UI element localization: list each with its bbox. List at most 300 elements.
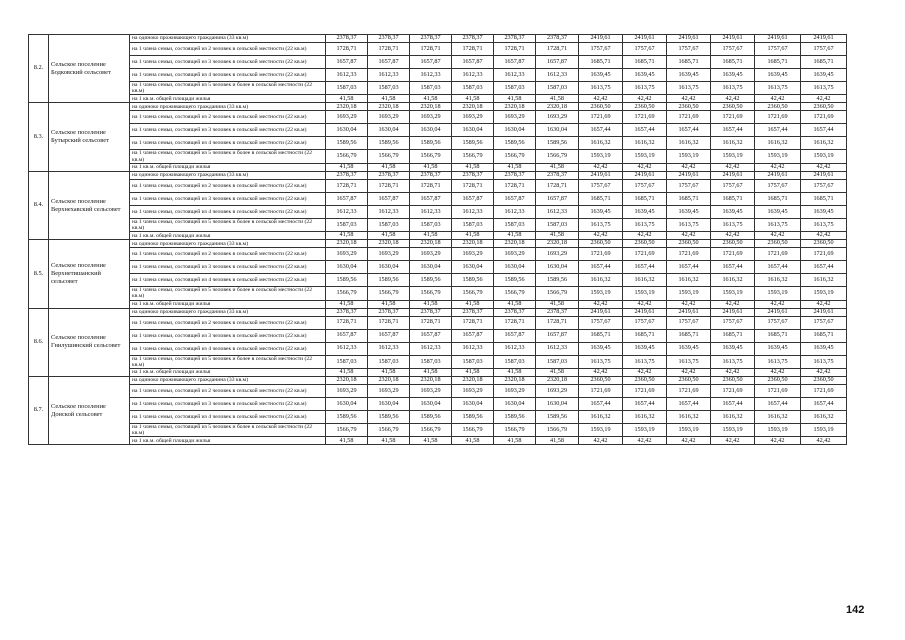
- value-cell: 2320,18: [410, 377, 452, 385]
- value-cell: 1589,56: [368, 274, 410, 287]
- value-cell: 1657,44: [623, 124, 667, 137]
- value-cell: 1757,67: [623, 43, 667, 56]
- value-cell: 1593,19: [579, 287, 623, 300]
- category-label: на 1 члена семьи, состоящей из 5 человек и более в сельской местности (22 кв.м): [130, 150, 326, 163]
- value-cell: 2360,50: [623, 377, 667, 385]
- value-cell: 2320,18: [536, 240, 579, 248]
- value-cell: 1693,29: [326, 111, 368, 124]
- value-cell: 1693,29: [452, 248, 494, 261]
- value-cell: 1630,04: [326, 398, 368, 411]
- value-cell: 1685,71: [623, 56, 667, 69]
- value-cell: 1589,56: [326, 274, 368, 287]
- value-cell: 1657,87: [536, 56, 579, 69]
- value-cell: 1630,04: [536, 261, 579, 274]
- value-cell: 1612,33: [368, 342, 410, 355]
- value-cell: 1593,19: [755, 150, 801, 163]
- value-cell: 1613,75: [623, 218, 667, 231]
- value-cell: 1693,29: [536, 111, 579, 124]
- value-cell: 1616,32: [623, 274, 667, 287]
- settlement-name: Сельское поселение Гнилушинский сельсовет: [49, 308, 130, 376]
- value-cell: 1757,67: [623, 179, 667, 192]
- value-cell: 1613,75: [755, 218, 801, 231]
- value-cell: 1757,67: [667, 43, 711, 56]
- value-cell: 1721,69: [755, 385, 801, 398]
- value-cell: 2360,50: [801, 103, 847, 111]
- value-cell: 41,58: [410, 163, 452, 171]
- section-index: 8.2.: [29, 35, 49, 103]
- value-cell: 1685,71: [801, 192, 847, 205]
- value-cell: 42,42: [711, 369, 755, 377]
- value-cell: 1587,03: [494, 218, 536, 231]
- value-cell: 2378,37: [494, 35, 536, 43]
- value-cell: 41,58: [326, 300, 368, 308]
- value-cell: 1587,03: [452, 218, 494, 231]
- value-cell: 1685,71: [579, 56, 623, 69]
- value-cell: 1616,32: [755, 411, 801, 424]
- value-cell: 1757,67: [579, 179, 623, 192]
- value-cell: 42,42: [755, 437, 801, 445]
- value-cell: 1721,69: [711, 248, 755, 261]
- value-cell: 1757,67: [667, 179, 711, 192]
- value-cell: 1639,45: [623, 205, 667, 218]
- value-cell: 2378,37: [410, 35, 452, 43]
- value-cell: 1566,79: [494, 424, 536, 437]
- value-cell: 1685,71: [667, 192, 711, 205]
- value-cell: 1685,71: [711, 56, 755, 69]
- value-cell: 2419,61: [667, 308, 711, 316]
- value-cell: 1566,79: [368, 287, 410, 300]
- table-row: [29, 411, 847, 424]
- value-cell: 2419,61: [667, 35, 711, 43]
- value-cell: 1728,71: [494, 179, 536, 192]
- value-cell: 41,58: [536, 300, 579, 308]
- table-row: [29, 398, 847, 411]
- value-cell: 41,58: [368, 163, 410, 171]
- value-cell: 1613,75: [755, 82, 801, 95]
- value-cell: 1657,44: [755, 124, 801, 137]
- value-cell: 1757,67: [801, 179, 847, 192]
- value-cell: 1639,45: [579, 342, 623, 355]
- category-label: на 1 члена семьи, состоящей из 5 человек и более в сельской местности (22 кв.м): [130, 218, 326, 231]
- value-cell: 1757,67: [579, 316, 623, 329]
- value-cell: 2320,18: [326, 103, 368, 111]
- value-cell: 1685,71: [755, 192, 801, 205]
- value-cell: 1566,79: [410, 287, 452, 300]
- table-row: [29, 377, 847, 385]
- category-label: на 1 кв.м. общей площади жилья: [130, 95, 326, 103]
- table-row: [29, 437, 847, 445]
- value-cell: 1630,04: [452, 124, 494, 137]
- value-cell: 1612,33: [326, 205, 368, 218]
- category-label: на 1 члена семьи, состоящей из 3 человек в сельской местности (22 кв.м): [130, 261, 326, 274]
- value-cell: 1757,67: [711, 43, 755, 56]
- value-cell: 1613,75: [579, 82, 623, 95]
- value-cell: 41,58: [326, 163, 368, 171]
- value-cell: 1657,87: [536, 329, 579, 342]
- value-cell: 1593,19: [711, 287, 755, 300]
- value-cell: 1616,32: [755, 274, 801, 287]
- value-cell: 1639,45: [667, 342, 711, 355]
- value-cell: 41,58: [536, 232, 579, 240]
- value-cell: 1657,87: [494, 329, 536, 342]
- value-cell: 2378,37: [410, 171, 452, 179]
- value-cell: 1693,29: [536, 385, 579, 398]
- value-cell: 2378,37: [452, 308, 494, 316]
- value-cell: 2378,37: [536, 35, 579, 43]
- value-cell: 1721,69: [667, 385, 711, 398]
- value-cell: 42,42: [667, 95, 711, 103]
- value-cell: 41,58: [494, 95, 536, 103]
- value-cell: 41,58: [452, 437, 494, 445]
- value-cell: 42,42: [579, 437, 623, 445]
- value-cell: 1657,87: [410, 329, 452, 342]
- value-cell: 1613,75: [801, 218, 847, 231]
- value-cell: 1630,04: [410, 398, 452, 411]
- value-cell: 1693,29: [494, 385, 536, 398]
- value-cell: 2360,50: [801, 377, 847, 385]
- value-cell: 1630,04: [494, 398, 536, 411]
- category-label: на одиноко проживающего гражданина (33 кв.м): [130, 240, 326, 248]
- value-cell: 41,58: [410, 232, 452, 240]
- category-label: на 1 члена семьи, состоящей из 2 человек в сельской местности (22 кв.м): [130, 248, 326, 261]
- value-cell: 1728,71: [410, 316, 452, 329]
- value-cell: 42,42: [579, 95, 623, 103]
- value-cell: 1693,29: [452, 385, 494, 398]
- value-cell: 1589,56: [536, 137, 579, 150]
- value-cell: 1587,03: [410, 82, 452, 95]
- value-cell: 41,58: [494, 369, 536, 377]
- value-cell: 1612,33: [452, 69, 494, 82]
- value-cell: 1757,67: [755, 43, 801, 56]
- table-row: [29, 124, 847, 137]
- value-cell: 1612,33: [536, 69, 579, 82]
- value-cell: 42,42: [755, 232, 801, 240]
- value-cell: 1693,29: [410, 248, 452, 261]
- table-row: [29, 240, 847, 248]
- value-cell: 1616,32: [623, 411, 667, 424]
- table-row: [29, 171, 847, 179]
- value-cell: 41,58: [536, 437, 579, 445]
- value-cell: 42,42: [711, 95, 755, 103]
- value-cell: 1593,19: [755, 424, 801, 437]
- value-cell: 1657,87: [452, 329, 494, 342]
- table-row: [29, 385, 847, 398]
- value-cell: 1630,04: [368, 398, 410, 411]
- table-row: [29, 300, 847, 308]
- value-cell: 1657,87: [326, 192, 368, 205]
- value-cell: 41,58: [368, 232, 410, 240]
- value-cell: 41,58: [536, 95, 579, 103]
- value-cell: 1728,71: [452, 316, 494, 329]
- value-cell: 1613,75: [667, 218, 711, 231]
- value-cell: 2360,50: [711, 103, 755, 111]
- value-cell: 1728,71: [494, 316, 536, 329]
- table-row: [29, 248, 847, 261]
- category-label: на 1 члена семьи, состоящей из 3 человек в сельской местности (22 кв.м): [130, 329, 326, 342]
- value-cell: 42,42: [579, 163, 623, 171]
- value-cell: 1685,71: [711, 329, 755, 342]
- page-number: 142: [846, 604, 865, 616]
- table-row: [29, 218, 847, 231]
- value-cell: 1693,29: [536, 248, 579, 261]
- value-cell: 1685,71: [801, 56, 847, 69]
- value-cell: 2419,61: [667, 171, 711, 179]
- value-cell: 2320,18: [536, 377, 579, 385]
- value-cell: 1685,71: [755, 56, 801, 69]
- value-cell: 1728,71: [536, 316, 579, 329]
- table-row: [29, 274, 847, 287]
- value-cell: 1593,19: [579, 424, 623, 437]
- value-cell: 1612,33: [410, 205, 452, 218]
- value-cell: 42,42: [623, 95, 667, 103]
- value-cell: 42,42: [667, 300, 711, 308]
- value-cell: 2320,18: [368, 103, 410, 111]
- value-cell: 1657,44: [667, 398, 711, 411]
- table-row: [29, 205, 847, 218]
- value-cell: 1566,79: [494, 150, 536, 163]
- settlement-name: Сельское поселение Верхнехавский сельсовет: [49, 171, 130, 239]
- value-cell: 2419,61: [711, 35, 755, 43]
- value-cell: 1657,87: [368, 329, 410, 342]
- table-body: [29, 35, 847, 445]
- table-row: [29, 287, 847, 300]
- value-cell: 1589,56: [494, 137, 536, 150]
- value-cell: 1630,04: [326, 124, 368, 137]
- value-cell: 1693,29: [452, 111, 494, 124]
- value-cell: 1685,71: [801, 329, 847, 342]
- value-cell: 41,58: [410, 437, 452, 445]
- value-cell: 2419,61: [801, 35, 847, 43]
- value-cell: 1657,44: [755, 261, 801, 274]
- value-cell: 2360,50: [755, 240, 801, 248]
- value-cell: 41,58: [410, 369, 452, 377]
- value-cell: 2320,18: [326, 377, 368, 385]
- value-cell: 2419,61: [623, 35, 667, 43]
- value-cell: 1613,75: [755, 355, 801, 368]
- value-cell: 1657,44: [579, 124, 623, 137]
- value-cell: 2320,18: [410, 103, 452, 111]
- value-cell: 1630,04: [494, 124, 536, 137]
- value-cell: 1721,69: [579, 385, 623, 398]
- value-cell: 1728,71: [326, 316, 368, 329]
- table-row: [29, 95, 847, 103]
- value-cell: 2419,61: [755, 171, 801, 179]
- value-cell: 1587,03: [536, 355, 579, 368]
- value-cell: 1721,69: [755, 111, 801, 124]
- value-cell: 1589,56: [410, 137, 452, 150]
- value-cell: 1757,67: [579, 43, 623, 56]
- value-cell: 2320,18: [494, 103, 536, 111]
- value-cell: 41,58: [452, 163, 494, 171]
- value-cell: 1728,71: [368, 316, 410, 329]
- value-cell: 1693,29: [368, 385, 410, 398]
- value-cell: 1612,33: [452, 342, 494, 355]
- value-cell: 1612,33: [368, 69, 410, 82]
- value-cell: 2360,50: [667, 240, 711, 248]
- category-label: на 1 члена семьи, состоящей из 2 человек в сельской местности (22 кв.м): [130, 316, 326, 329]
- value-cell: 1657,44: [667, 124, 711, 137]
- value-cell: 42,42: [623, 232, 667, 240]
- value-cell: 1757,67: [755, 179, 801, 192]
- value-cell: 2419,61: [579, 308, 623, 316]
- value-cell: 2378,37: [452, 171, 494, 179]
- value-cell: 1639,45: [667, 205, 711, 218]
- value-cell: 1657,87: [326, 56, 368, 69]
- value-cell: 41,58: [368, 369, 410, 377]
- value-cell: 2378,37: [326, 171, 368, 179]
- value-cell: 1616,32: [711, 137, 755, 150]
- value-cell: 1639,45: [711, 205, 755, 218]
- value-cell: 1587,03: [536, 218, 579, 231]
- value-cell: 1630,04: [368, 261, 410, 274]
- value-cell: 42,42: [755, 95, 801, 103]
- value-cell: 1657,87: [536, 192, 579, 205]
- value-cell: 41,58: [452, 232, 494, 240]
- value-cell: 1721,69: [801, 385, 847, 398]
- value-cell: 1721,69: [623, 248, 667, 261]
- value-cell: 1693,29: [368, 248, 410, 261]
- value-cell: 1566,79: [326, 287, 368, 300]
- value-cell: 2360,50: [711, 377, 755, 385]
- value-cell: 2360,50: [667, 377, 711, 385]
- value-cell: 1616,32: [755, 137, 801, 150]
- value-cell: 1593,19: [711, 150, 755, 163]
- value-cell: 1639,45: [711, 342, 755, 355]
- value-cell: 1721,69: [667, 248, 711, 261]
- value-cell: 1616,32: [579, 274, 623, 287]
- value-cell: 42,42: [711, 437, 755, 445]
- value-cell: 1685,71: [667, 56, 711, 69]
- table-row: [29, 369, 847, 377]
- value-cell: 1593,19: [801, 287, 847, 300]
- value-cell: 1616,32: [801, 137, 847, 150]
- value-cell: 2419,61: [711, 171, 755, 179]
- value-cell: 1630,04: [410, 261, 452, 274]
- value-cell: 1657,87: [410, 56, 452, 69]
- value-cell: 2419,61: [623, 308, 667, 316]
- value-cell: 2378,37: [494, 308, 536, 316]
- value-cell: 1757,67: [755, 316, 801, 329]
- table-row: [29, 232, 847, 240]
- value-cell: 1589,56: [452, 411, 494, 424]
- value-cell: 42,42: [801, 300, 847, 308]
- value-cell: 1589,56: [452, 274, 494, 287]
- value-cell: 1657,87: [494, 56, 536, 69]
- value-cell: 1728,71: [368, 43, 410, 56]
- value-cell: 1612,33: [494, 205, 536, 218]
- value-cell: 1721,69: [755, 248, 801, 261]
- value-cell: 1685,71: [623, 329, 667, 342]
- value-cell: 1693,29: [368, 111, 410, 124]
- value-cell: 1657,44: [711, 124, 755, 137]
- value-cell: 42,42: [667, 437, 711, 445]
- value-cell: 1566,79: [410, 424, 452, 437]
- value-cell: 1587,03: [536, 82, 579, 95]
- category-label: на 1 кв.м. общей площади жилья: [130, 163, 326, 171]
- category-label: на 1 члена семьи, состоящей из 4 человек в сельской местности (22 кв.м): [130, 69, 326, 82]
- value-cell: 1612,33: [494, 69, 536, 82]
- value-cell: 1757,67: [801, 316, 847, 329]
- value-cell: 1613,75: [711, 355, 755, 368]
- value-cell: 2320,18: [452, 240, 494, 248]
- value-cell: 1613,75: [711, 218, 755, 231]
- value-cell: 2320,18: [368, 377, 410, 385]
- value-cell: 1728,71: [326, 43, 368, 56]
- value-cell: 1612,33: [536, 342, 579, 355]
- value-cell: 1593,19: [801, 424, 847, 437]
- value-cell: 1630,04: [326, 261, 368, 274]
- section-index: 8.3.: [29, 103, 49, 171]
- value-cell: 2360,50: [579, 103, 623, 111]
- value-cell: 42,42: [801, 369, 847, 377]
- value-cell: 1613,75: [623, 82, 667, 95]
- value-cell: 1566,79: [410, 150, 452, 163]
- value-cell: 1612,33: [368, 205, 410, 218]
- value-cell: 2360,50: [579, 377, 623, 385]
- settlement-name: Сельское поселение Донской сельсовет: [49, 377, 130, 445]
- value-cell: 2320,18: [536, 103, 579, 111]
- value-cell: 1612,33: [410, 69, 452, 82]
- value-cell: 42,42: [579, 300, 623, 308]
- value-cell: 1728,71: [494, 43, 536, 56]
- value-cell: 1612,33: [326, 342, 368, 355]
- category-label: на 1 члена семьи, состоящей из 2 человек в сельской местности (22 кв.м): [130, 179, 326, 192]
- section-index: 8.7.: [29, 377, 49, 445]
- value-cell: 1613,75: [623, 355, 667, 368]
- value-cell: 1657,44: [801, 124, 847, 137]
- value-cell: 2378,37: [410, 308, 452, 316]
- value-cell: 42,42: [623, 163, 667, 171]
- value-cell: 41,58: [410, 300, 452, 308]
- value-cell: 1587,03: [326, 82, 368, 95]
- value-cell: 2320,18: [494, 377, 536, 385]
- value-cell: 1721,69: [711, 111, 755, 124]
- value-cell: 1639,45: [801, 342, 847, 355]
- value-cell: 1566,79: [536, 424, 579, 437]
- value-cell: 42,42: [801, 163, 847, 171]
- value-cell: 1630,04: [494, 261, 536, 274]
- value-cell: 2378,37: [536, 171, 579, 179]
- value-cell: 41,58: [368, 437, 410, 445]
- value-cell: 1612,33: [494, 342, 536, 355]
- value-cell: 1721,69: [667, 111, 711, 124]
- section-index: 8.6.: [29, 308, 49, 376]
- value-cell: 1589,56: [410, 411, 452, 424]
- value-cell: 1616,32: [667, 411, 711, 424]
- category-label: на 1 члена семьи, состоящей из 3 человек в сельской местности (22 кв.м): [130, 124, 326, 137]
- settlement-name: Сельское поселение Верхнетишанский сельсовет: [49, 240, 130, 308]
- value-cell: 41,58: [494, 437, 536, 445]
- value-cell: 2419,61: [711, 308, 755, 316]
- value-cell: 1613,75: [667, 82, 711, 95]
- table-row: [29, 192, 847, 205]
- value-cell: 1630,04: [368, 124, 410, 137]
- value-cell: 42,42: [667, 163, 711, 171]
- table-row: [29, 316, 847, 329]
- value-cell: 1616,32: [801, 411, 847, 424]
- value-cell: 1566,79: [452, 424, 494, 437]
- value-cell: 1593,19: [801, 150, 847, 163]
- category-label: на 1 члена семьи, состоящей из 3 человек в сельской местности (22 кв.м): [130, 56, 326, 69]
- value-cell: 1657,44: [623, 261, 667, 274]
- category-label: на 1 члена семьи, состоящей из 5 человек и более в сельской местности (22 кв.м): [130, 287, 326, 300]
- value-cell: 42,42: [623, 300, 667, 308]
- value-cell: 1589,56: [368, 411, 410, 424]
- value-cell: 42,42: [623, 437, 667, 445]
- value-cell: 1587,03: [494, 355, 536, 368]
- value-cell: 1616,32: [623, 137, 667, 150]
- category-label: на одиноко проживающего гражданина (33 кв.м): [130, 308, 326, 316]
